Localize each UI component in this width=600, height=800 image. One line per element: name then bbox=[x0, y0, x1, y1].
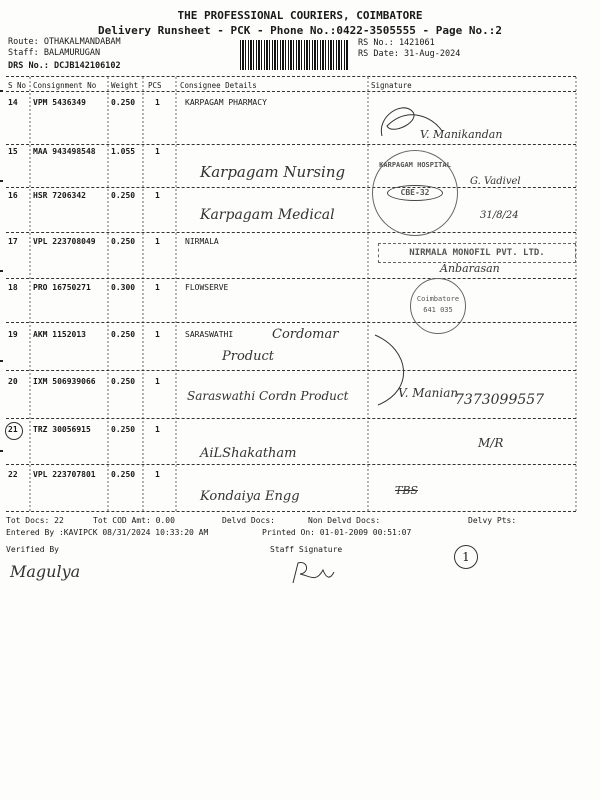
row-19-sno: 19 bbox=[8, 330, 18, 339]
company-name: THE PROFESSIONAL COURIERS, COIMBATORE bbox=[177, 9, 423, 22]
row-17-pcs: 1 bbox=[155, 237, 160, 246]
flowserve-stamp: Coimbatore 641 035 bbox=[410, 278, 466, 334]
row-21-cno: TRZ 30056915 bbox=[33, 425, 91, 434]
row-18-cno: PRO 16750271 bbox=[33, 283, 91, 292]
col-weight: Weight bbox=[111, 81, 139, 90]
row-18-weight: 0.300 bbox=[111, 283, 136, 292]
non-delivered-docs: Non Delvd Docs: bbox=[308, 516, 381, 525]
col-signature: Signature bbox=[371, 81, 412, 90]
row-15-cno: MAA 943498548 bbox=[33, 147, 96, 156]
row-19-consignee: SARASWATHI bbox=[185, 330, 234, 339]
row-17-consignee: NIRMALA bbox=[185, 237, 219, 246]
verified-by-label: Verified By bbox=[6, 545, 59, 554]
entered-by: Entered By :KAVIPCK 08/31/2024 10:33:20 AM bbox=[6, 528, 209, 537]
row-16-signature: 31/8/24 bbox=[480, 210, 519, 221]
row-16-weight: 0.250 bbox=[111, 191, 136, 200]
drs-number: DRS No.: DCJB142106102 bbox=[8, 61, 121, 71]
delivered-docs: Delvd Docs: bbox=[222, 516, 275, 525]
row-22-handwriting: Kondaiya Engg bbox=[200, 489, 300, 504]
rs-number: RS No.: 1421061 bbox=[358, 38, 435, 48]
row-16-cno: HSR 7206342 bbox=[33, 191, 86, 200]
row-22-pcs: 1 bbox=[155, 470, 160, 479]
verifier-signature: Magulya bbox=[10, 562, 81, 581]
row-18-sno: 18 bbox=[8, 283, 18, 292]
row-22-weight: 0.250 bbox=[111, 470, 136, 479]
row-20-handwriting: Saraswathi Cordn Product bbox=[187, 389, 349, 403]
row-16-handwriting: Karpagam Medical bbox=[200, 207, 335, 223]
col-consignee: Consignee Details bbox=[180, 81, 257, 90]
row-20-weight: 0.250 bbox=[111, 377, 136, 386]
row-17-sno: 17 bbox=[8, 237, 18, 246]
row-19-pcs: 1 bbox=[155, 330, 160, 339]
staff-signature-label: Staff Signature bbox=[270, 545, 343, 554]
row-19-handwriting-line2: Product bbox=[222, 349, 274, 364]
route: Route: OTHAKALMANDABAM bbox=[8, 37, 121, 47]
staff-signature-scribble bbox=[288, 558, 338, 588]
delivery-points: Delvy Pts: bbox=[468, 516, 517, 525]
col-sno: S No bbox=[8, 81, 27, 90]
row-15-handwriting: Karpagam Nursing bbox=[200, 163, 346, 181]
row-21-weight: 0.250 bbox=[111, 425, 136, 434]
row-14-cno: VPM 5436349 bbox=[33, 98, 86, 107]
row-20-cno: IXM 506939066 bbox=[33, 377, 96, 386]
circled-number: 1 bbox=[454, 545, 478, 569]
row-15-sno: 15 bbox=[8, 147, 18, 156]
total-cod: Tot COD Amt: 0.00 bbox=[93, 516, 175, 525]
row-15-pcs: 1 bbox=[155, 147, 160, 156]
rs-date: RS Date: 31-Aug-2024 bbox=[358, 49, 461, 59]
row-20-phone: 7373099557 bbox=[455, 392, 545, 408]
row-21-sno: 21 bbox=[8, 425, 18, 434]
row-21-handwriting: AiLShakatham bbox=[200, 446, 297, 461]
karpagam-hospital-stamp: KARPAGAM HOSPITAL CBE-32 bbox=[372, 150, 458, 236]
row-14-weight: 0.250 bbox=[111, 98, 136, 107]
row-17-weight: 0.250 bbox=[111, 237, 136, 246]
row-15-signature: G. Vadivel bbox=[470, 176, 521, 187]
row-16-pcs: 1 bbox=[155, 191, 160, 200]
row-19-weight: 0.250 bbox=[111, 330, 136, 339]
row-17-signature: Anbarasan bbox=[440, 262, 500, 275]
staff: Staff: BALAMURUGAN bbox=[8, 48, 101, 58]
row-20-signature: V. Manian bbox=[398, 386, 459, 400]
row-15-weight: 1.055 bbox=[111, 147, 136, 156]
col-pcs: PCS bbox=[148, 81, 162, 90]
printed-on: Printed On: 01-01-2009 00:51:07 bbox=[262, 528, 412, 537]
row-21-signature: M/R bbox=[478, 436, 504, 450]
row-14-signature: V. Manikandan bbox=[420, 128, 503, 141]
row-18-consignee: FLOWSERVE bbox=[185, 283, 229, 292]
row-18-pcs: 1 bbox=[155, 283, 160, 292]
nirmala-stamp: NIRMALA MONOFIL PVT. LTD. bbox=[378, 243, 576, 263]
row-22-cno: VPL 223707801 bbox=[33, 470, 96, 479]
col-consignment: Consignment No bbox=[33, 81, 97, 90]
row-20-pcs: 1 bbox=[155, 377, 160, 386]
row-19-handwriting: Cordomar bbox=[272, 327, 339, 342]
row-22-sno: 22 bbox=[8, 470, 18, 479]
row-14-sno: 14 bbox=[8, 98, 18, 107]
row-14-scribble bbox=[372, 96, 452, 146]
total-docs: Tot Docs: 22 bbox=[6, 516, 64, 525]
row-21-pcs: 1 bbox=[155, 425, 160, 434]
row-14-consignee: KARPAGAM PHARMACY bbox=[185, 98, 267, 107]
row-16-sno: 16 bbox=[8, 191, 18, 200]
row-20-sno: 20 bbox=[8, 377, 18, 386]
runsheet-title: Delivery Runsheet - PCK - Phone No.:0422-3505555 - Page No.:2 bbox=[98, 24, 502, 37]
row-14-pcs: 1 bbox=[155, 98, 160, 107]
row-19-cno: AKM 1152013 bbox=[33, 330, 86, 339]
row-22-signature: TBS bbox=[395, 484, 418, 497]
row-17-cno: VPL 223708049 bbox=[33, 237, 96, 246]
